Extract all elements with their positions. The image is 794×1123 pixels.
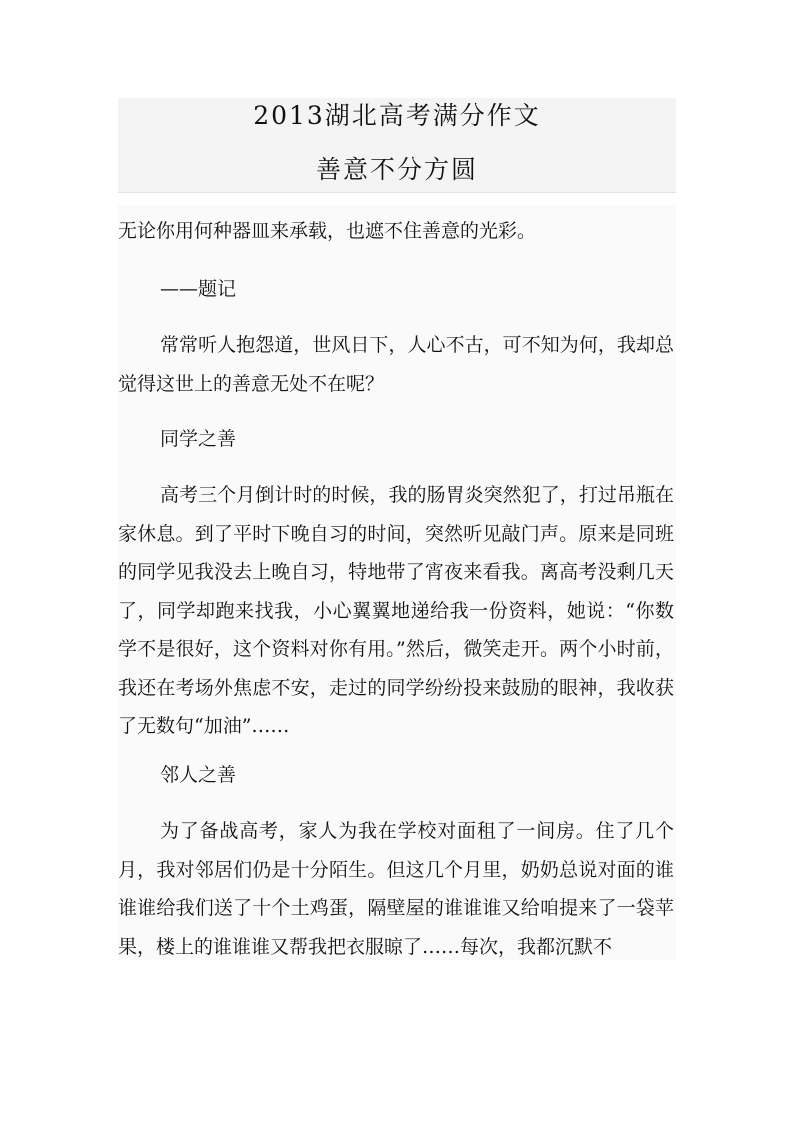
essay-title: 善意不分方圆 <box>315 155 478 184</box>
epigraph-attribution: ——题记 <box>160 278 237 300</box>
document-title: 2013湖北高考满分作文 <box>253 101 541 130</box>
opening-line: 无论你用何种器皿来承载，也遮不住善意的光彩。 <box>118 220 537 242</box>
section-heading-classmates: 同学之善 <box>160 428 237 450</box>
neighbors-paragraph: 为了备战高考，家人为我在学校对面租了一间房。住了几个月，我对邻居们仍是十分陌生。但这几个月里，奶奶总说对面的谁谁谁给我们送了十个土鸡蛋，隔壁屋的谁谁谁又给咱提来了一袋苹果，楼上的谁谁谁又帮我把衣服晾了……每次，我都沉默不 <box>118 820 674 958</box>
classmates-paragraph: 高考三个月倒计时的时候，我的肠胃炎突然犯了，打过吊瓶在家休息。到了平时下晚自习的时间，突然听见敲门声。原来是同班的同学见我没去上晚自习，特地带了宵夜来看我。离高考没剩几天了，同学却跑来找我，小心翼翼地递给我一份资料，她说：“你数学不是很好，这个资料对你有用。”然后，微笑走开。两个小时前，我还在考场外焦虑不安，走过的同学纷纷投来鼓励的眼神，我收获了无数句“加油”…… <box>118 484 674 737</box>
intro-paragraph: 常常听人抱怨道，世风日下，人心不古，可不知为何，我却总觉得这世上的善意无处不在呢？ <box>118 334 674 395</box>
section-heading-neighbors: 邻人之善 <box>160 764 237 786</box>
